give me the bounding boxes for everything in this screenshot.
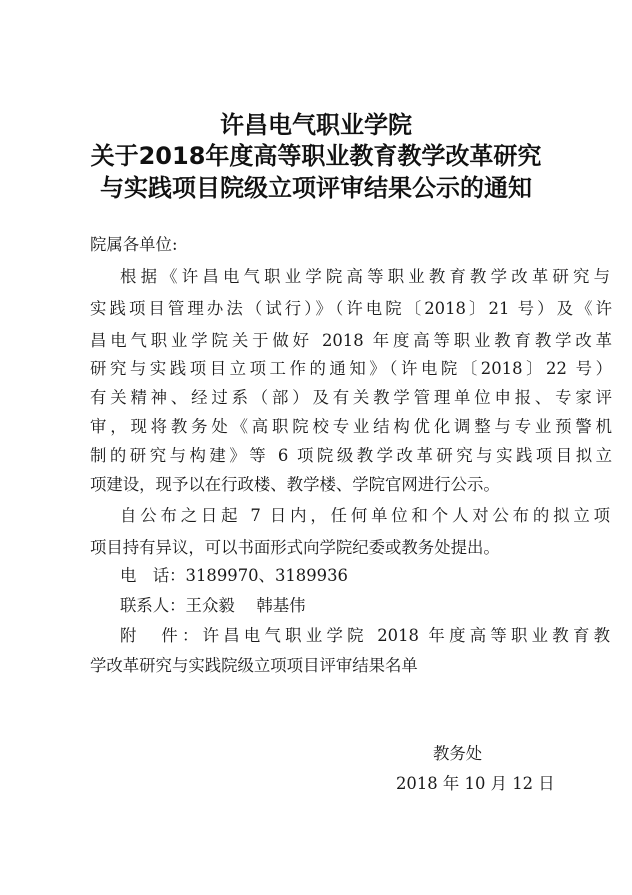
contact-line: 联系人：王众毅 韩基伟	[120, 596, 306, 615]
paragraph1-line: 研究与实践项目立项工作的通知》（许电院〔2018〕22 号）	[90, 359, 612, 378]
attachment-line: 学改革研究与实践院级立项项目评审结果名单	[90, 656, 418, 675]
paragraph1-line: 制的研究与构建》等 6 项院级教学改革研究与实践项目拟立	[90, 446, 612, 465]
title-line-1: 许昌电气职业学院	[220, 111, 412, 139]
signature-department: 教务处	[433, 744, 483, 763]
paragraph1-line: 项建设，现予以在行政楼、教学楼、学院官网进行公示。	[90, 475, 500, 494]
signature-date: 2018 年 10 月 12 日	[396, 774, 555, 793]
paragraph1-line: 昌电气职业学院关于做好 2018 年度高等职业教育教学改革	[90, 331, 612, 350]
attachment-line: 附 件：许昌电气职业学院 2018 年度高等职业教育教	[120, 626, 610, 645]
salutation: 院属各单位:	[90, 235, 178, 254]
paragraph1-line: 实践项目管理办法（试行）》（许电院〔2018〕21 号）及《许	[90, 299, 612, 318]
title-line-2: 关于2018年度高等职业教育教学改革研究	[90, 142, 542, 170]
paragraph1-line: 有关精神、经过系（部）及有关教学管理单位申报、专家评	[90, 388, 612, 407]
paragraph2-line: 自公布之日起 7 日内，任何单位和个人对公布的拟立项	[120, 506, 610, 525]
paragraph2-line: 项目持有异议，可以书面形式向学院纪委或教务处提出。	[90, 538, 500, 557]
paragraph1-line: 审，现将教务处《高职院校专业结构优化调整与专业预警机	[90, 417, 612, 436]
phone-line: 电 话：3189970、3189936	[120, 566, 348, 585]
paragraph1-line: 根据《许昌电气职业学院高等职业教育教学改革研究与	[120, 267, 610, 286]
title-line-3: 与实践项目院级立项评审结果公示的通知	[100, 174, 532, 202]
